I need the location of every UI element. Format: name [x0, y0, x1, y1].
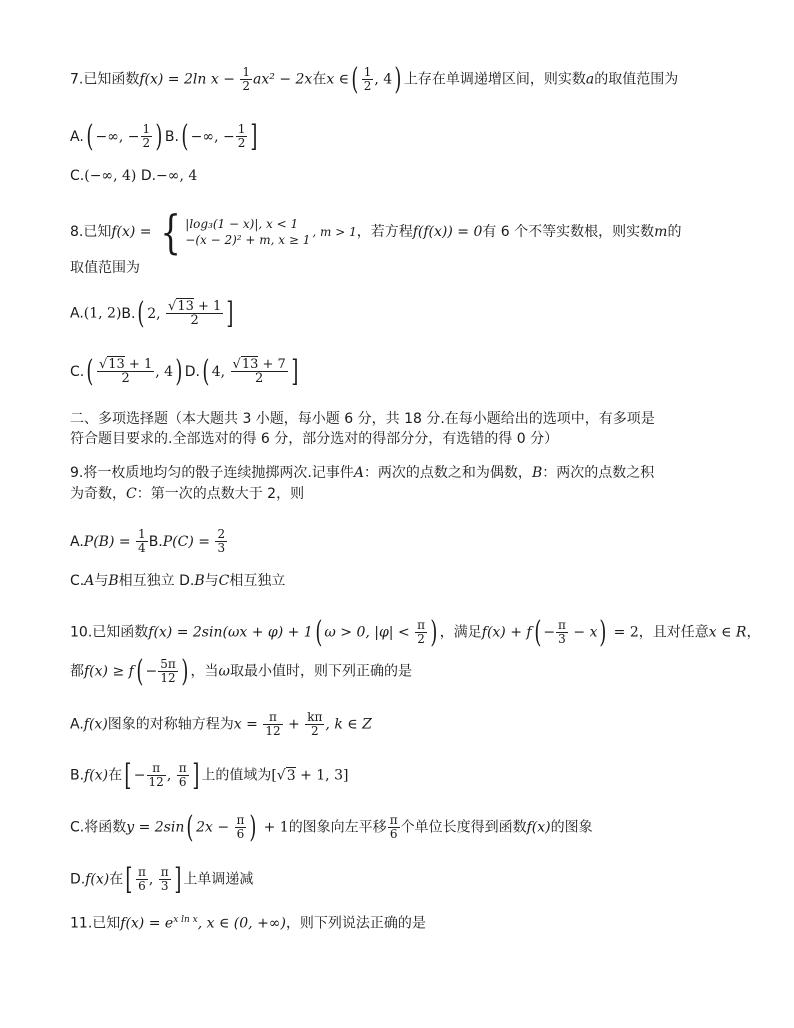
q7-options-ab	[70, 118, 260, 154]
q8-option-d[interactable]: D.( 4, $\frac{√13 + 7}{2}$ ]	[184, 353, 299, 389]
q10-option-c[interactable]: C.将函数y = 2sin( 2x − $\frac{\pi}{6}$ ) + 1的图象向左平移 $\frac{\pi}{6}$ 个单位长度得到函数f(x)的图象	[70, 809, 593, 845]
q8-option-a[interactable]: A.(1, 2)	[70, 305, 122, 322]
q8-option-b[interactable]: B.( 2, $\frac{√13 + 1}{2}$ ]	[121, 295, 234, 331]
q9-option-b[interactable]: B.P(C) = $\frac{2}{3}$	[148, 527, 226, 555]
q8-stem-cont: 取值范围为	[70, 260, 140, 276]
q7-option-d[interactable]: D.−∞, 4	[140, 168, 198, 184]
q9-option-c[interactable]: C.A与B相互独立	[70, 573, 175, 589]
q10-option-d[interactable]: D.f(x)在[ $\frac{\pi}{6}$ , $\frac{\pi}{3}$ ] 上单调递减	[70, 861, 254, 897]
q7-stem: 7.已知函数f(x) = 2ln x − $\frac{1}{2}$ ax² − 2x在x ∈( $\frac{1}{2}$ , 4) 上存在单调递增区间，则实数a的取值范围为	[70, 61, 679, 97]
q8-option-c[interactable]: C.( $\frac{√13 + 1}{2}$ , 4)	[70, 353, 183, 389]
q10-stem: 10.已知函数f(x) = 2sin(ωx + φ) + 1( ω > 0, |φ| < $\frac{\pi}{2}$ ) ，满足f(x) + f( − $\frac{\pi}{3}$ − x) = 2，且对任意x ∈ R，	[70, 614, 761, 650]
q9-stem-cont: 为奇数，C：第一次的点数大于 2，则	[70, 486, 305, 502]
q10-option-a[interactable]: A.f(x)图象的对称轴方程为x = $\frac{\pi}{12}$ + $\frac{k\pi}{2}$ , k ∈ Z	[70, 710, 372, 738]
q7-options-cd	[70, 166, 197, 186]
q10-stem-cont: 都f(x) ≥ f( − $\frac{5\pi}{12}$ ) ，当ω取最小值时，则下列正确的是	[70, 653, 412, 689]
q11-stem: 11.已知$f(x) = e^{x ln x}$, x ∈ (0, +∞)，则下列说法正确的是	[70, 915, 426, 932]
q7-option-c[interactable]: C.(−∞, 4)	[70, 168, 137, 184]
q9-option-d[interactable]: D.B与C相互独立	[179, 573, 286, 589]
q9-option-a[interactable]: A.P(B) = $\frac{1}{4}$	[70, 527, 146, 555]
q9-stem: 9.将一枚质地均匀的骰子连续抛掷两次.记事件A：两次的点数之和为偶数，B：两次的点数之积	[70, 465, 655, 481]
q10-option-b[interactable]: B.f(x)在[ − $\frac{\pi}{12}$ , $\frac{\pi}{6}$ ] 上的值域为[√3 + 1, 3]	[70, 757, 349, 793]
q9-options-cd	[70, 571, 285, 591]
q8-options-ab	[70, 295, 236, 331]
q8-options-cd	[70, 353, 301, 389]
section2-heading-line2: 符合题目要求的.全部选对的得 6 分，部分选对的得部分分，有选错的得 0 分）	[70, 431, 559, 447]
q7-option-a[interactable]: A.( −∞, − $\frac{1}{2}$ )	[70, 118, 163, 154]
q8-stem: 8.已知f(x) = { |log₃(1 − x)|, x < 1 −(x − 2)² + m, x ≥ 1 , m > 1，若方程f(f(x)) = 0有 6 个不等实数根，则实数m的	[70, 205, 682, 259]
section2-heading-line1: 二、多项选择题（本大题共 3 小题，每小题 6 分，共 18 分.在每小题给出的选项中，有多项是	[70, 411, 655, 427]
q9-options-ab	[70, 528, 228, 555]
q7-option-b[interactable]: B.( −∞, − $\frac{1}{2}$ ]	[164, 118, 258, 154]
